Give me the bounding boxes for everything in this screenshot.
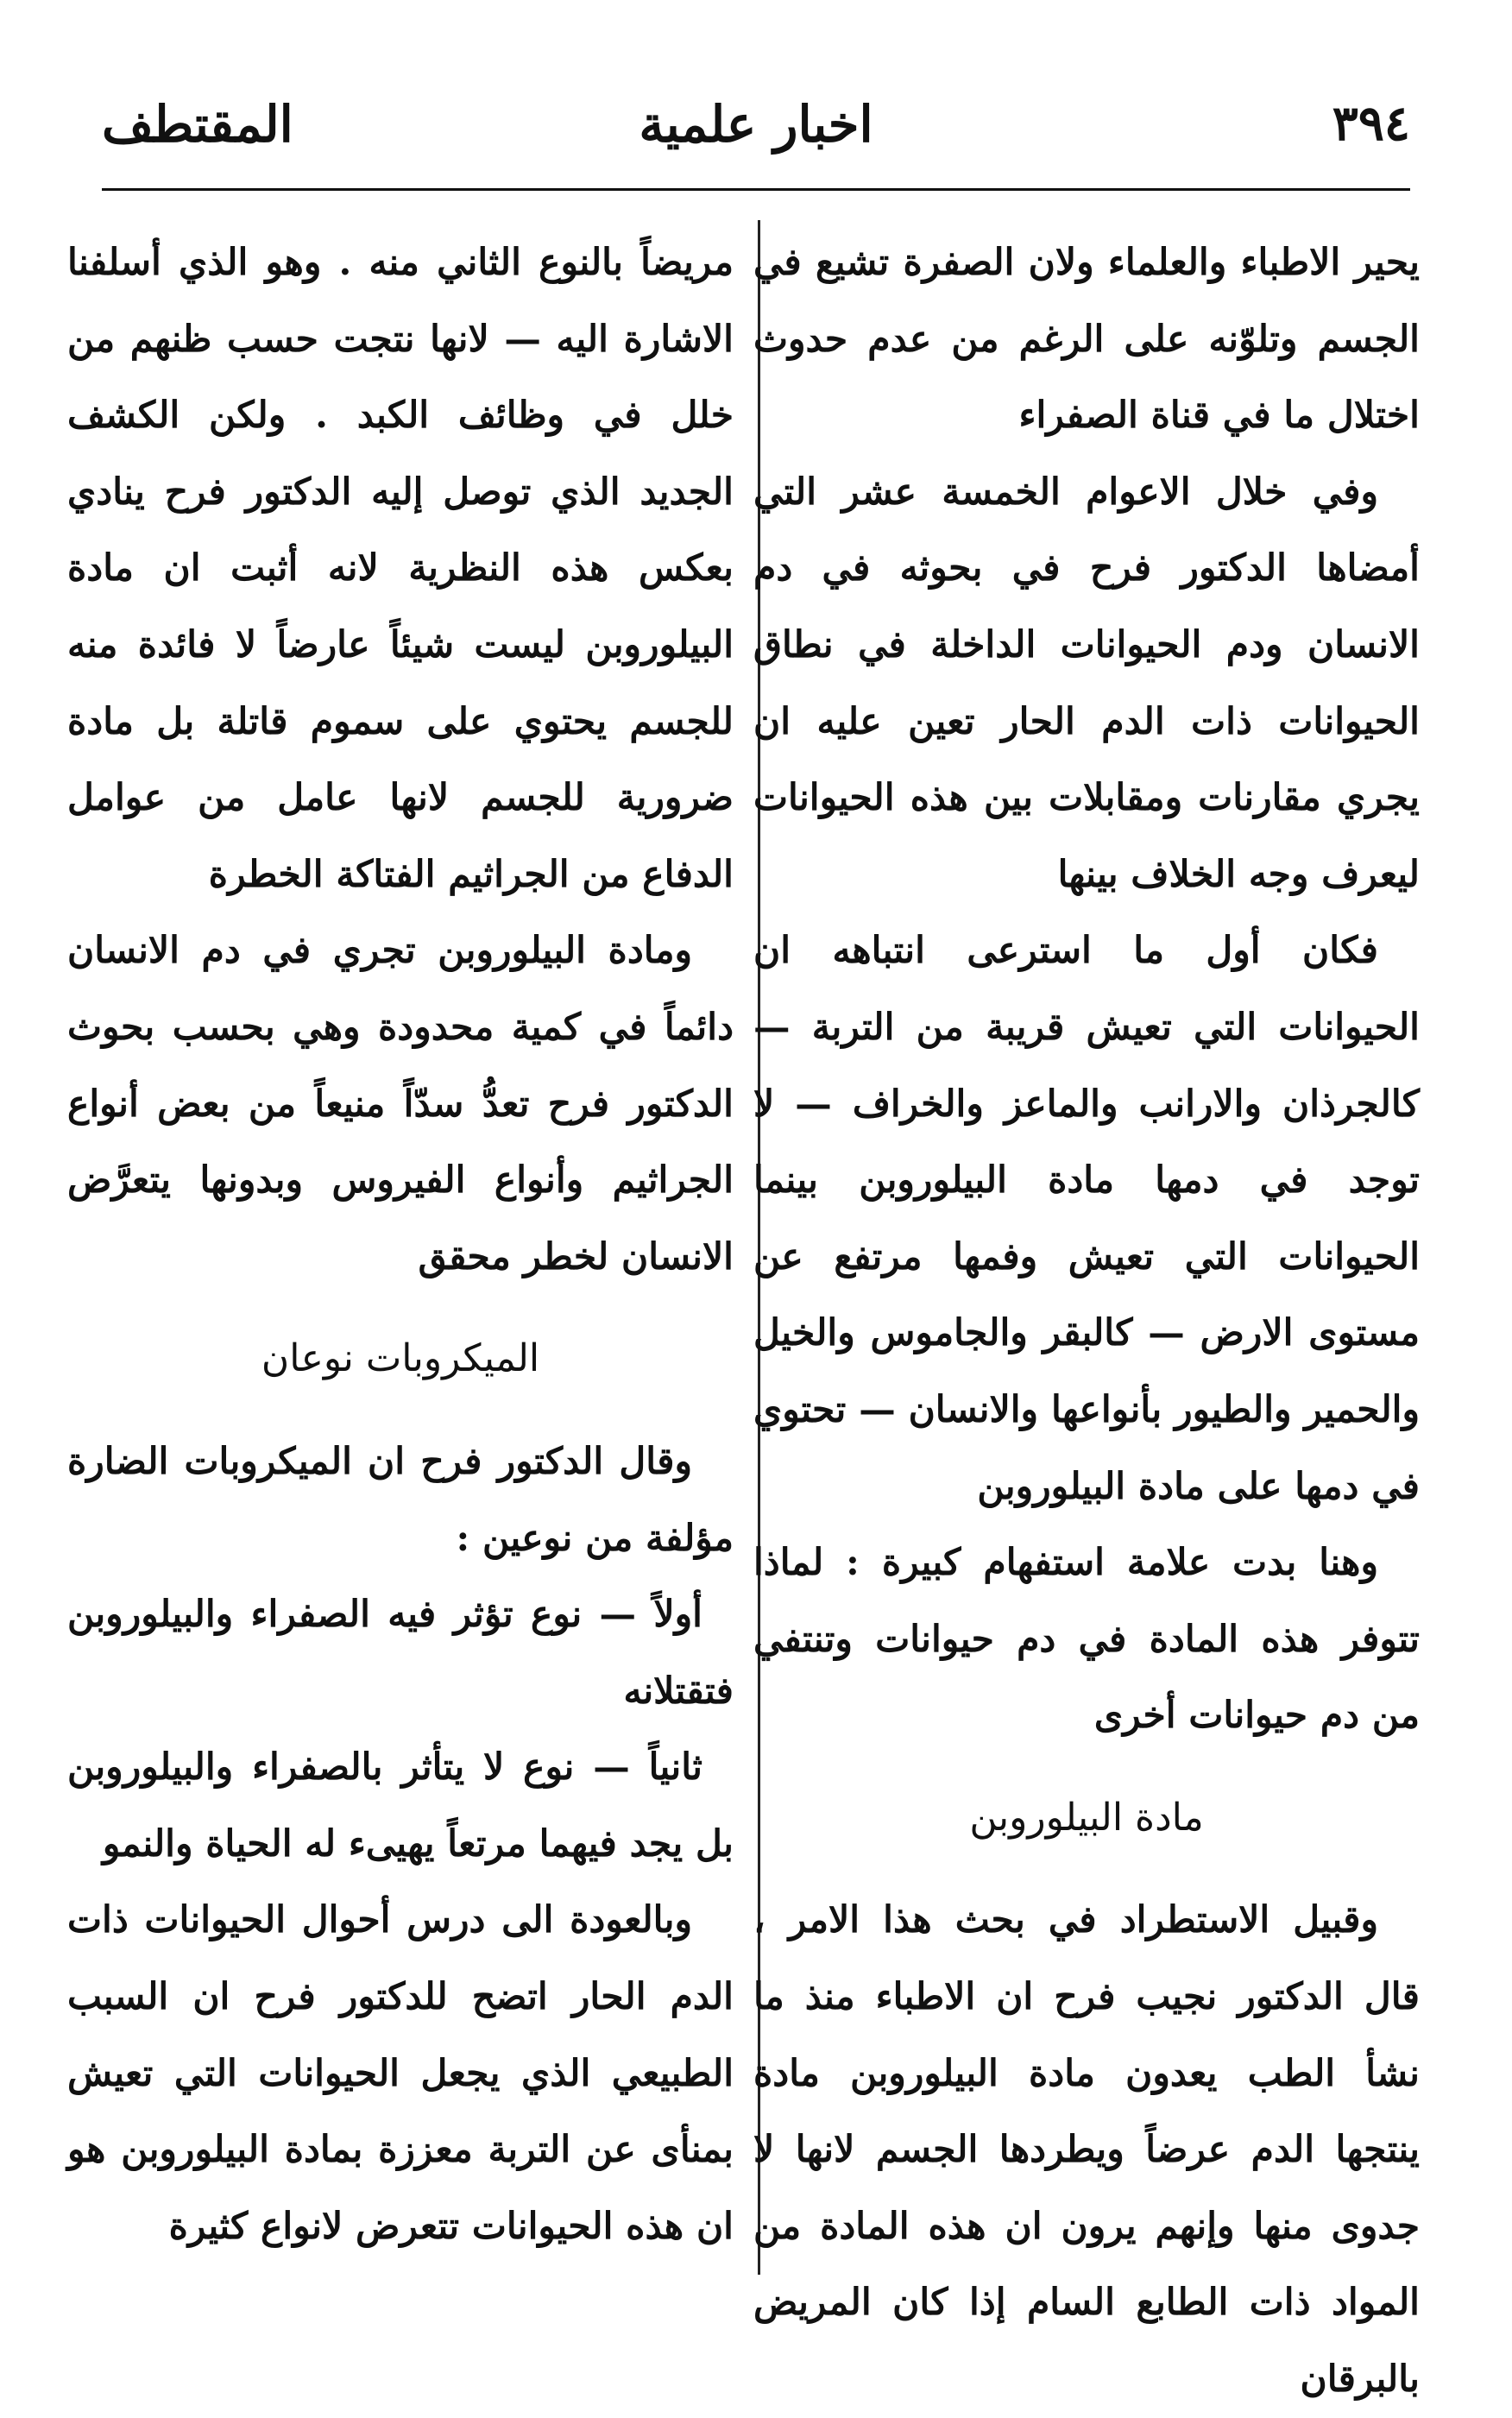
right-column — [753, 224, 1420, 2418]
list-item: أولاً — نوع تؤثر فيه الصفراء والبيلوروبن فتقتلانه — [67, 1593, 734, 1713]
left-column — [67, 224, 734, 2264]
paragraph: مريضاً بالنوع الثاني منه . وهو الذي أسلفنا الاشارة اليه — لانها نتجت حسب ظنهم من خلل في وظائف الكبد . ولكن الكشف الجديد الذي توصل إليه الدكتور فرح ينادي بعكس هذه النظرية لانه أثبت ان مادة البيلوروبن ليست شيئاً عارضاً لا فائدة منه للجسم يحتوي على سموم قاتلة بل مادة ضرورية للجسم لانها عامل من عوامل الدفاع من الجراثيم الفتاكة الخطرة — [67, 241, 734, 896]
spacer — [67, 1295, 734, 1321]
paragraph: فكان أول ما استرعى انتباهه ان الحيوانات التي تعيش قريبة من التربة — كالجرذان والارانب والماعز والخراف — لا توجد في دمها مادة البيلوروبن بينما الحيوانات التي تعيش وفمها مرتفع عن مستوى الارض — كالبقر والجاموس والخيل والحمير والطيور بأنواعها والانسان — تحتوي في دمها على مادة البيلوروبن — [753, 929, 1420, 1508]
spacer — [753, 1754, 1420, 1780]
header-rule — [102, 188, 1410, 191]
paragraph: يحير الاطباء والعلماء ولان الصفرة تشيع في الجسم وتلوّنه على الرغم من عدم حدوث اختلال ما في قناة الصفراء — [753, 241, 1420, 438]
section-heading: مادة البيلوروبن — [969, 1795, 1204, 1840]
paragraph: وقال الدكتور فرح ان الميكروبات الضارة مؤلفة من نوعين : — [67, 1439, 734, 1560]
page-number: ٣٩٤ — [1332, 95, 1410, 152]
spacer — [67, 1398, 734, 1424]
paragraph: وبالعودة الى درس أحوال الحيوانات ذات الدم الحار اتضح للدكتور فرح ان السبب الطبيعي الذي يجعل الحيوانات التي تعيش بمنأى عن التربة معززة بمادة البيلوروبن هو ان هذه الحيوانات تتعرض لانواع كثيرة — [67, 1898, 734, 2248]
paragraph: وفي خلال الاعوام الخمسة عشر التي أمضاها الدكتور فرح في بحوثه في دم الانسان ودم الحيوانات الداخلة في نطاق الحيوانات ذات الدم الحار تعين عليه ان يجري مقارنات ومقابلات بين هذه الحيوانات ليعرف وجه الخلاف بينها — [753, 470, 1420, 896]
list-item: ثانياً — نوع لا يتأثر بالصفراء والبيلوروبن بل يجد فيهما مرتعاً يهيىء له الحياة والنمو — [67, 1746, 734, 1866]
paragraph: وهنا بدت علامة استفهام كبيرة : لماذا تتوفر هذه المادة في دم حيوانات وتنتفي من دم حيوانات أخرى — [753, 1541, 1420, 1738]
section-heading: الميكروبات نوعان — [261, 1336, 540, 1381]
section-title: اخبار علمية — [639, 95, 873, 154]
spacer — [753, 1856, 1420, 1882]
paragraph: ومادة البيلوروبن تجري في دم الانسان دائماً في كمية محدودة وهي بحسب بحوث الدكتور فرح تعدُّ سدّاً منيعاً من بعض أنواع الجراثيم وأنواع الفيروس وبدونها يتعرَّض الانسان لخطر محقق — [67, 929, 734, 1278]
page-header — [102, 95, 1410, 173]
journal-name: المقتطف — [102, 95, 293, 154]
paragraph: وقبيل الاستطراد في بحث هذا الامر ، قال الدكتور نجيب فرح ان الاطباء منذ ما نشأ الطب يعدون مادة البيلوروبن مادة ينتجها الدم عرضاً ويطردها الجسم لانها لا جدوى منها وإنهم يرون ان هذه المادة من المواد ذات الطابع السام إذا كان المريض بالبرقان — [753, 1898, 1420, 2402]
